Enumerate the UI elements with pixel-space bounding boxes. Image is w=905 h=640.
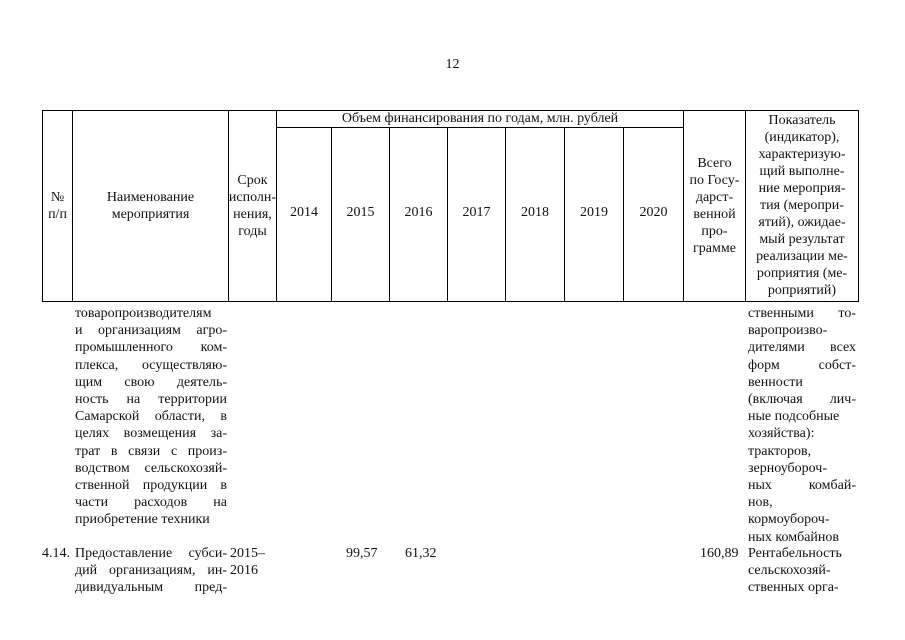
header-number-line-1: №: [50, 189, 65, 205]
continuation-name-line: целях возмещения за-: [75, 426, 227, 442]
header-year-2016: 2016: [404, 205, 433, 220]
continuation-indicator-line: ных комбайнов: [748, 529, 840, 545]
continuation-indicator-line: нов,: [748, 495, 773, 511]
header-indicator-line-5: ние мероприя-: [758, 181, 846, 196]
page-number: 12: [445, 57, 460, 72]
header-indicator-line-3: характеризую-: [758, 147, 846, 162]
row-value-2015: 99,57: [346, 546, 378, 561]
continuation-name-line: и организациям агро-: [75, 323, 227, 339]
funding-title-divider: [276, 127, 683, 128]
continuation-indicator-line: ных комбай-: [748, 478, 856, 494]
header-number-line-2: п/п: [48, 206, 67, 222]
continuation-name: [75, 305, 227, 529]
continuation-name-line: товаропроизводителям: [75, 306, 212, 321]
continuation-indicator-line: ные подсобные: [748, 409, 840, 425]
continuation-indicator-line: (включая лич-: [748, 392, 856, 408]
header-indicator-line-8: мый результат: [759, 232, 845, 247]
header-indicator-line-7: ятий), ожидае-: [758, 215, 846, 230]
header-year-2018: 2018: [521, 205, 549, 220]
header-total-line-6: грамме: [693, 240, 736, 256]
continuation-name-line: ственной продукции в: [75, 478, 227, 494]
continuation-name-line: плекса, осуществляю-: [75, 357, 227, 373]
row-term-line: 2016: [230, 563, 258, 579]
row-name-line: Предоставление субси-: [75, 546, 227, 561]
header-year-2014: 2014: [290, 205, 318, 220]
row-total: 160,89: [700, 546, 739, 561]
row-term-line: 2015–: [230, 546, 265, 561]
header-indicator-line-1: Показатель: [768, 113, 836, 128]
header-term-line-2: исполн-: [228, 189, 277, 205]
header-total-line-3: дарст-: [695, 189, 734, 205]
header-year-2017: 2017: [462, 205, 491, 220]
funding-title-text: Объем финансирования по годам, млн. рублей: [341, 111, 619, 126]
header-year-2019: 2019: [580, 205, 608, 220]
continuation-indicator-line: форм собст-: [748, 357, 856, 373]
header-indicator-line-11: роприятий): [767, 283, 837, 298]
header-indicator-line-10: роприятия (ме-: [756, 266, 848, 281]
header-bottom-border: [42, 301, 858, 302]
continuation-name-line: приобретение техники: [75, 512, 210, 528]
continuation-indicator-line: зерноубороч-: [748, 460, 827, 476]
header-term-line-1: Срок: [237, 172, 268, 188]
continuation-indicator-line: ственными то-: [748, 306, 856, 321]
row-number: 4.14.: [42, 546, 70, 561]
continuation-name-line: трат в связи с произ-: [75, 443, 227, 459]
continuation-indicator-line: хозяйства):: [748, 426, 815, 442]
continuation-name-line: водством сельскохозяй-: [75, 460, 227, 476]
row-term: [230, 545, 276, 579]
continuation-indicator-line: дителями всех: [748, 340, 856, 356]
header-name-line-1: Наименование: [106, 189, 195, 205]
row-indicator: [748, 545, 856, 597]
border-right: [858, 110, 859, 302]
header-total: [684, 110, 745, 301]
continuation-indicator-line: кормоубороч-: [748, 512, 830, 528]
header-indicator: [746, 110, 858, 301]
header-name: [73, 110, 228, 301]
header-total-line-2: по Госу-: [689, 172, 740, 188]
header-name-line-2: мероприятия: [111, 206, 190, 222]
row-value-2016: 61,32: [405, 546, 437, 561]
row-name-line: дивидуальным пред-: [75, 580, 227, 596]
continuation-name-line: ность на территории: [75, 392, 227, 408]
row-name-line: дий организациям, ин-: [75, 563, 227, 579]
header-total-line-5: про-: [701, 223, 728, 239]
continuation-name-line: части расходов на: [75, 495, 227, 511]
header-term-line-3: нения,: [233, 206, 272, 222]
continuation-indicator: [748, 305, 856, 546]
header-indicator-line-9: реализации ме-: [756, 249, 848, 264]
header-year-2020: 2020: [639, 205, 668, 220]
header-term: [229, 110, 276, 301]
header-funding-title: [277, 110, 683, 127]
continuation-indicator-line: варопроизво-: [748, 323, 828, 339]
continuation-name-line: Самарской области, в: [75, 409, 227, 425]
row-indicator-line: Рентабельность: [748, 546, 842, 561]
row-name: [75, 545, 227, 597]
continuation-indicator-line: венности: [748, 374, 803, 390]
continuation-name-line: промышленного ком-: [75, 340, 227, 356]
header-indicator-line-2: (индикатор),: [764, 130, 840, 145]
row-indicator-line: ственных орга-: [748, 580, 839, 596]
row-indicator-line: сельскохозяй-: [748, 563, 831, 579]
header-indicator-line-4: щий выполне-: [759, 164, 845, 179]
header-year-2015: 2015: [346, 205, 375, 220]
header-total-line-4: венной: [693, 206, 736, 222]
header-number: [42, 110, 73, 301]
header-indicator-line-6: тия (меропри-: [760, 198, 844, 213]
continuation-name-line: щим свою деятель-: [75, 374, 227, 390]
continuation-indicator-line: тракторов,: [748, 443, 812, 459]
header-total-line-1: Всего: [697, 155, 732, 171]
header-term-line-4: годы: [238, 223, 267, 239]
